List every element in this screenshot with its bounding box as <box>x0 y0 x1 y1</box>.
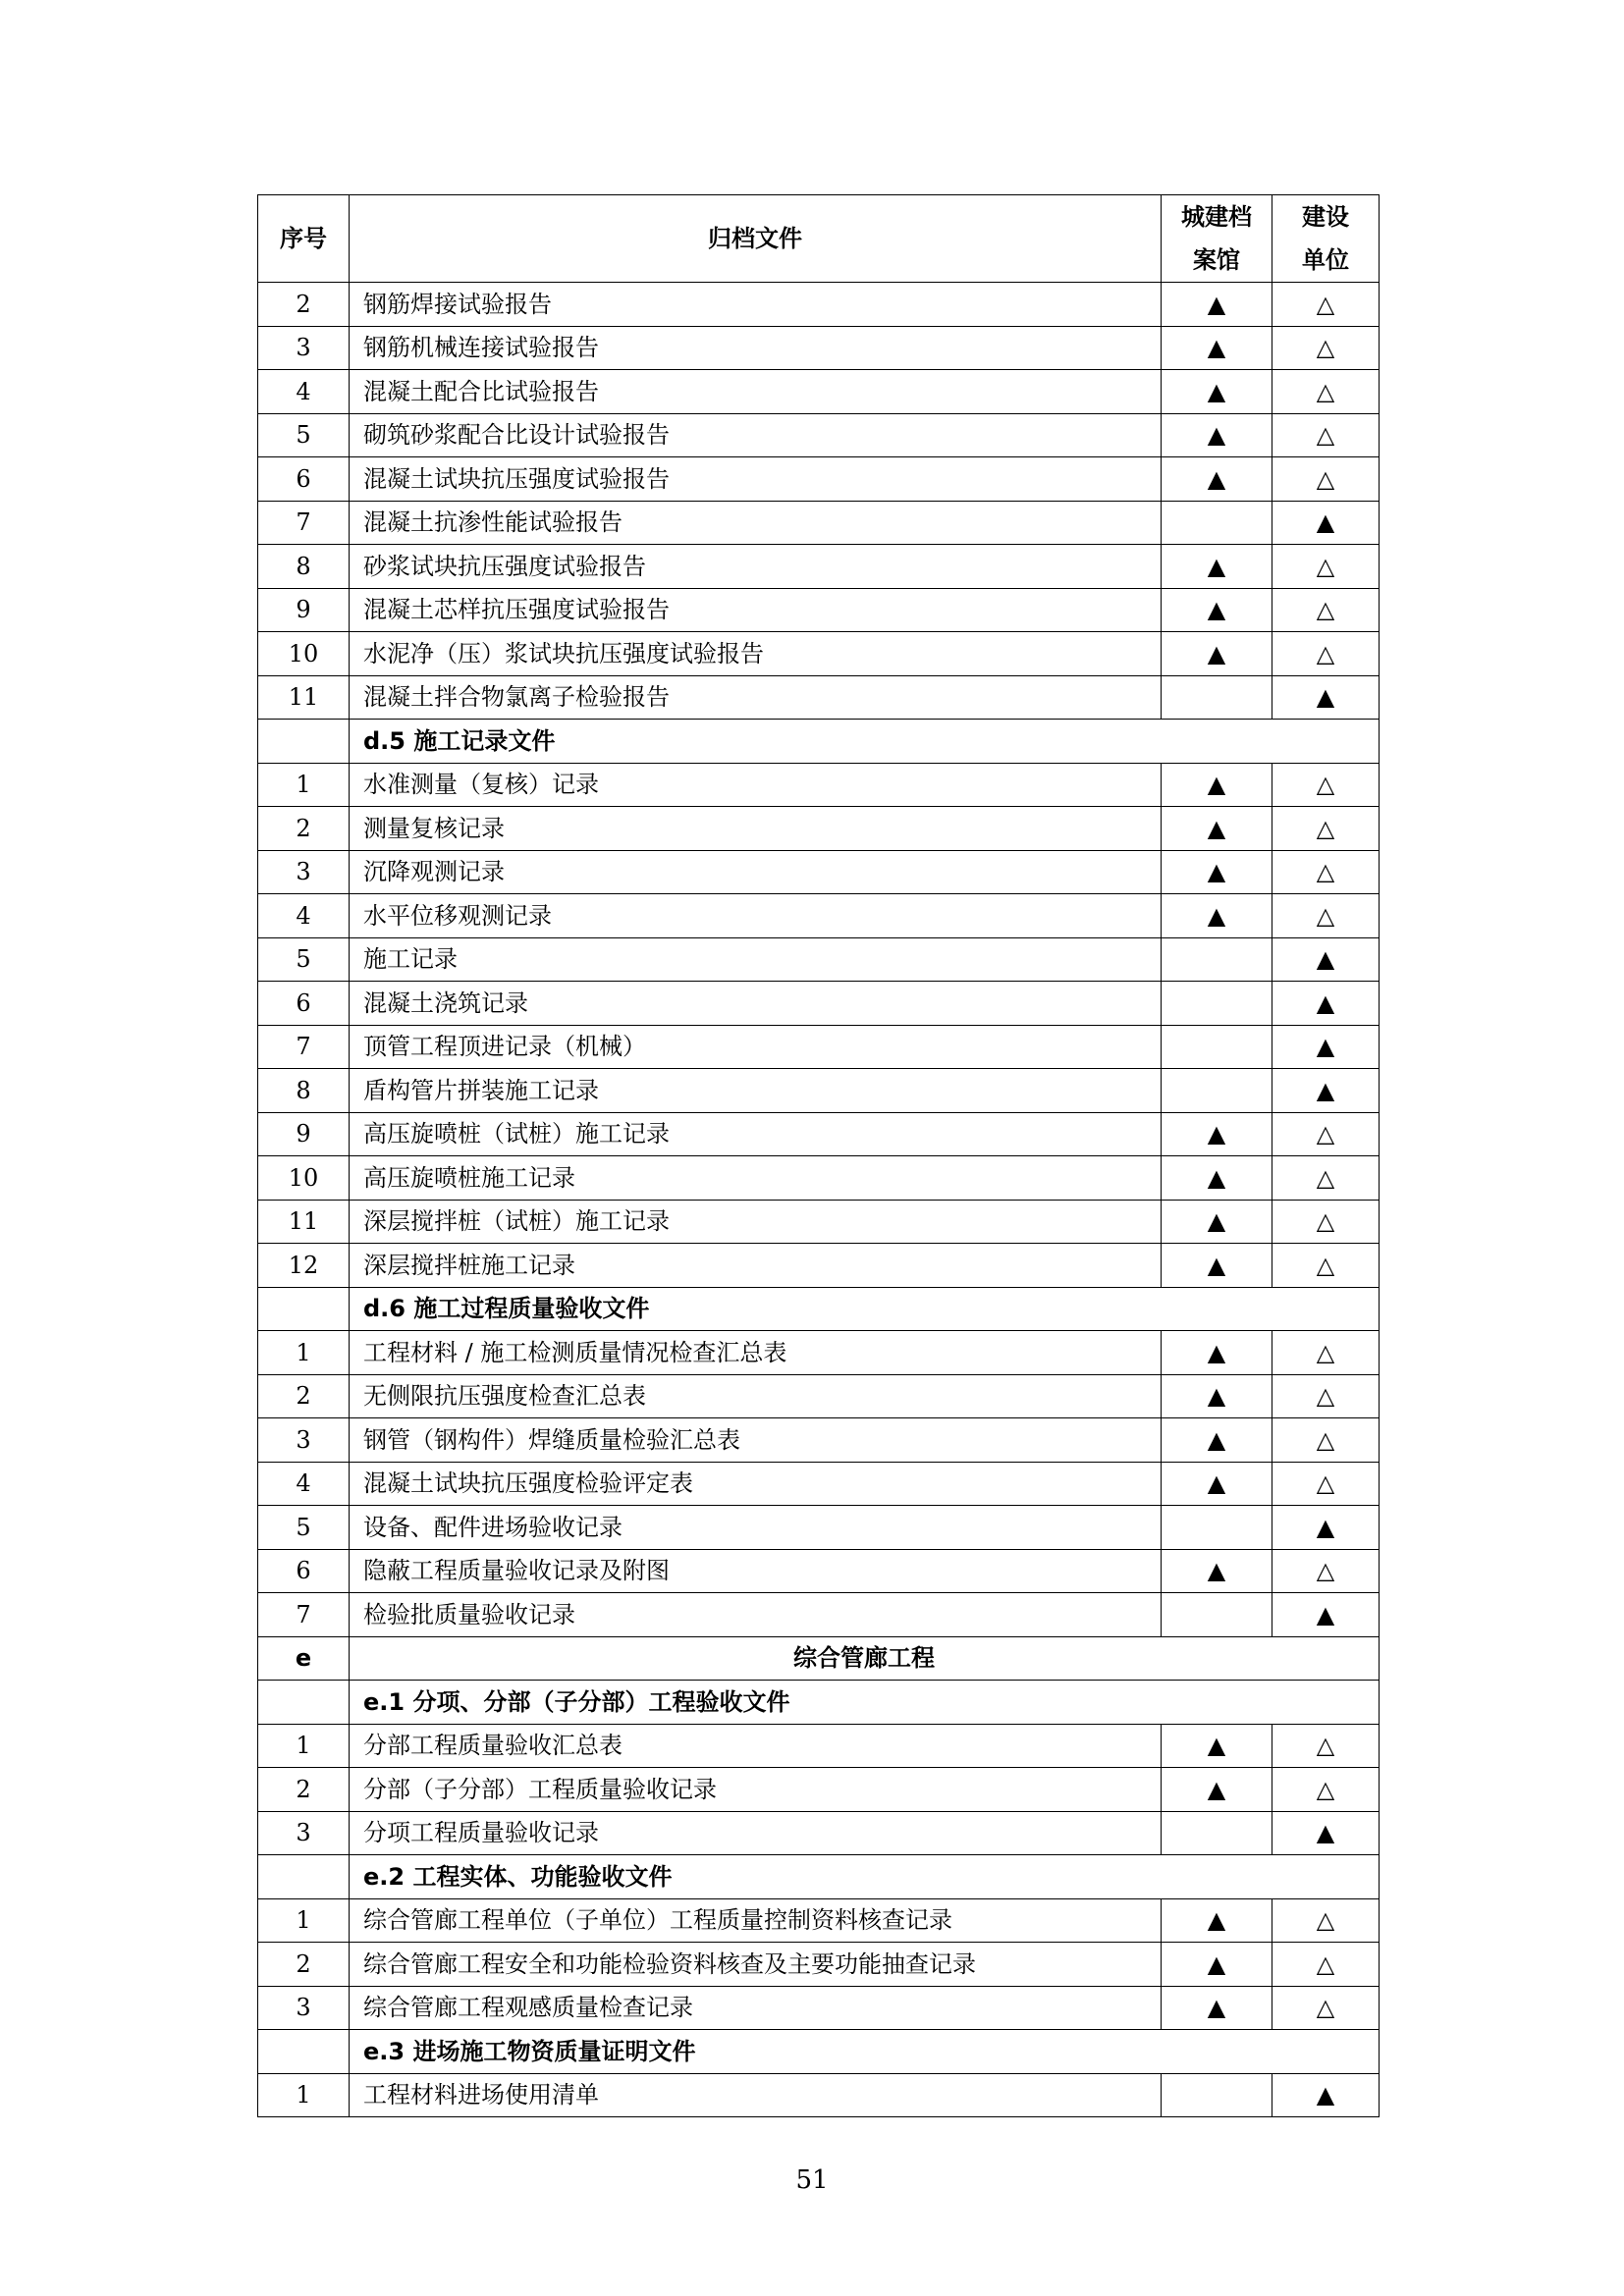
row-city-archive-mark: ▲ <box>1162 1898 1272 1943</box>
row-serial-number: 4 <box>258 370 350 414</box>
row-file-name: 混凝土浇筑记录 <box>350 982 1162 1026</box>
row-file-name: 水平位移观测记录 <box>350 894 1162 938</box>
section-serial-empty <box>258 1287 350 1331</box>
row-serial-number: 3 <box>258 1418 350 1463</box>
row-file-name: 混凝土芯样抗压强度试验报告 <box>350 588 1162 632</box>
row-serial-number: 3 <box>258 1986 350 2030</box>
table-row <box>258 1331 1380 1375</box>
row-city-archive-mark: ▲ <box>1162 1200 1272 1244</box>
row-city-archive-mark <box>1162 675 1272 720</box>
table-row <box>258 588 1380 632</box>
row-construction-unit-mark: ▲ <box>1272 1069 1380 1113</box>
row-file-name: 钢筋机械连接试验报告 <box>350 326 1162 370</box>
row-construction-unit-mark: ▲ <box>1272 1506 1380 1550</box>
header-serial-number: 序号 <box>258 195 350 283</box>
row-construction-unit-mark: △ <box>1272 850 1380 894</box>
table-row <box>258 1025 1380 1069</box>
row-construction-unit-mark: △ <box>1272 1768 1380 1812</box>
table-row <box>258 501 1380 545</box>
row-city-archive-mark <box>1162 937 1272 982</box>
table-row <box>258 326 1380 370</box>
header-archive-file: 归档文件 <box>350 195 1162 283</box>
header-city-archive-line1: 城建档 <box>1181 203 1252 231</box>
row-construction-unit-mark: △ <box>1272 1986 1380 2030</box>
row-file-name: 综合管廊工程安全和功能检验资料核查及主要功能抽查记录 <box>350 1943 1162 1987</box>
row-city-archive-mark: ▲ <box>1162 1112 1272 1156</box>
row-serial-number: 2 <box>258 1374 350 1418</box>
row-serial-number: 2 <box>258 1943 350 1987</box>
row-file-name: 钢筋焊接试验报告 <box>350 283 1162 327</box>
row-serial-number: 1 <box>258 1724 350 1768</box>
row-city-archive-mark <box>1162 1069 1272 1113</box>
row-serial-number: 12 <box>258 1244 350 1288</box>
table-header-row <box>258 195 1380 283</box>
section-row <box>258 1855 1380 1899</box>
section-title: d.5 施工记录文件 <box>350 720 1380 764</box>
row-construction-unit-mark: △ <box>1272 1898 1380 1943</box>
row-file-name: 混凝土试块抗压强度检验评定表 <box>350 1462 1162 1506</box>
row-city-archive-mark: ▲ <box>1162 1374 1272 1418</box>
row-city-archive-mark: ▲ <box>1162 1986 1272 2030</box>
row-serial-number: 6 <box>258 1549 350 1593</box>
row-city-archive-mark: ▲ <box>1162 1724 1272 1768</box>
row-file-name: 分项工程质量验收记录 <box>350 1811 1162 1855</box>
row-city-archive-mark <box>1162 982 1272 1026</box>
table-row <box>258 1462 1380 1506</box>
row-serial-number: 11 <box>258 1200 350 1244</box>
row-construction-unit-mark: △ <box>1272 632 1380 676</box>
section-serial-empty <box>258 2030 350 2074</box>
row-serial-number: 4 <box>258 894 350 938</box>
row-city-archive-mark: ▲ <box>1162 850 1272 894</box>
row-city-archive-mark: ▲ <box>1162 763 1272 807</box>
row-serial-number: 5 <box>258 1506 350 1550</box>
row-construction-unit-mark: ▲ <box>1272 1025 1380 1069</box>
row-file-name: 施工记录 <box>350 937 1162 982</box>
row-city-archive-mark: ▲ <box>1162 370 1272 414</box>
section-serial-empty <box>258 1681 350 1725</box>
row-file-name: 分部（子分部）工程质量验收记录 <box>350 1768 1162 1812</box>
row-serial-number: 1 <box>258 1898 350 1943</box>
row-construction-unit-mark: △ <box>1272 1244 1380 1288</box>
table-row <box>258 1244 1380 1288</box>
table-row <box>258 1200 1380 1244</box>
row-file-name: 测量复核记录 <box>350 807 1162 851</box>
major-category-code: e <box>258 1636 350 1681</box>
header-construction-unit <box>1272 195 1380 283</box>
section-row <box>258 720 1380 764</box>
row-file-name: 分部工程质量验收汇总表 <box>350 1724 1162 1768</box>
row-file-name: 无侧限抗压强度检查汇总表 <box>350 1374 1162 1418</box>
section-row <box>258 1681 1380 1725</box>
header-construction-unit-line1: 建设 <box>1302 203 1349 231</box>
row-serial-number: 1 <box>258 1331 350 1375</box>
row-construction-unit-mark: ▲ <box>1272 982 1380 1026</box>
row-serial-number: 5 <box>258 937 350 982</box>
row-city-archive-mark <box>1162 501 1272 545</box>
row-construction-unit-mark: △ <box>1272 545 1380 589</box>
row-serial-number: 3 <box>258 850 350 894</box>
row-city-archive-mark <box>1162 1811 1272 1855</box>
row-file-name: 水准测量（复核）记录 <box>350 763 1162 807</box>
table-row <box>258 1898 1380 1943</box>
row-serial-number: 7 <box>258 1025 350 1069</box>
row-city-archive-mark: ▲ <box>1162 1943 1272 1987</box>
row-file-name: 砂浆试块抗压强度试验报告 <box>350 545 1162 589</box>
header-city-archive-line2: 案馆 <box>1193 246 1240 274</box>
row-construction-unit-mark: ▲ <box>1272 2073 1380 2117</box>
row-file-name: 深层搅拌桩施工记录 <box>350 1244 1162 1288</box>
row-serial-number: 3 <box>258 326 350 370</box>
row-file-name: 深层搅拌桩（试桩）施工记录 <box>350 1200 1162 1244</box>
table-row <box>258 1112 1380 1156</box>
row-city-archive-mark <box>1162 2073 1272 2117</box>
row-file-name: 混凝土拌合物氯离子检验报告 <box>350 675 1162 720</box>
row-construction-unit-mark: △ <box>1272 283 1380 327</box>
row-file-name: 设备、配件进场验收记录 <box>350 1506 1162 1550</box>
row-file-name: 工程材料进场使用清单 <box>350 2073 1162 2117</box>
major-category-row <box>258 1636 1380 1681</box>
row-file-name: 综合管廊工程观感质量检查记录 <box>350 1986 1162 2030</box>
page-number: 51 <box>795 2165 829 2195</box>
row-serial-number: 9 <box>258 1112 350 1156</box>
row-file-name: 综合管廊工程单位（子单位）工程质量控制资料核查记录 <box>350 1898 1162 1943</box>
row-construction-unit-mark: ▲ <box>1272 675 1380 720</box>
row-serial-number: 10 <box>258 632 350 676</box>
row-serial-number: 5 <box>258 413 350 457</box>
row-construction-unit-mark: △ <box>1272 763 1380 807</box>
table-row <box>258 1943 1380 1987</box>
table-row <box>258 675 1380 720</box>
row-serial-number: 10 <box>258 1156 350 1201</box>
row-file-name: 混凝土试块抗压强度试验报告 <box>350 457 1162 502</box>
table-row <box>258 1374 1380 1418</box>
row-file-name: 水泥净（压）浆试块抗压强度试验报告 <box>350 632 1162 676</box>
row-construction-unit-mark: △ <box>1272 1112 1380 1156</box>
row-city-archive-mark: ▲ <box>1162 1549 1272 1593</box>
row-serial-number: 7 <box>258 501 350 545</box>
row-file-name: 检验批质量验收记录 <box>350 1593 1162 1637</box>
row-city-archive-mark: ▲ <box>1162 1768 1272 1812</box>
row-city-archive-mark: ▲ <box>1162 894 1272 938</box>
table-row <box>258 763 1380 807</box>
row-file-name: 高压旋喷桩（试桩）施工记录 <box>350 1112 1162 1156</box>
section-title: e.2 工程实体、功能验收文件 <box>350 1855 1380 1899</box>
table-row <box>258 370 1380 414</box>
row-city-archive-mark: ▲ <box>1162 632 1272 676</box>
row-construction-unit-mark: △ <box>1272 457 1380 502</box>
row-serial-number: 2 <box>258 807 350 851</box>
row-serial-number: 2 <box>258 1768 350 1812</box>
row-city-archive-mark: ▲ <box>1162 807 1272 851</box>
header-city-archive <box>1162 195 1272 283</box>
table-row <box>258 1156 1380 1201</box>
table-row <box>258 982 1380 1026</box>
table-row <box>258 1549 1380 1593</box>
row-serial-number: 8 <box>258 545 350 589</box>
table-row <box>258 545 1380 589</box>
table-row <box>258 1506 1380 1550</box>
row-file-name: 沉降观测记录 <box>350 850 1162 894</box>
section-title: e.3 进场施工物资质量证明文件 <box>350 2030 1380 2074</box>
row-file-name: 混凝土抗渗性能试验报告 <box>350 501 1162 545</box>
section-title: e.1 分项、分部（子分部）工程验收文件 <box>350 1681 1380 1725</box>
row-construction-unit-mark: △ <box>1272 1549 1380 1593</box>
row-serial-number: 11 <box>258 675 350 720</box>
table-row <box>258 413 1380 457</box>
row-construction-unit-mark: △ <box>1272 588 1380 632</box>
row-city-archive-mark: ▲ <box>1162 326 1272 370</box>
row-construction-unit-mark: △ <box>1272 807 1380 851</box>
row-construction-unit-mark: △ <box>1272 1462 1380 1506</box>
table-row <box>258 1811 1380 1855</box>
table-row <box>258 937 1380 982</box>
section-serial-empty <box>258 720 350 764</box>
section-title: d.6 施工过程质量验收文件 <box>350 1287 1380 1331</box>
row-serial-number: 1 <box>258 763 350 807</box>
row-construction-unit-mark: △ <box>1272 326 1380 370</box>
table-row <box>258 807 1380 851</box>
row-construction-unit-mark: △ <box>1272 1943 1380 1987</box>
table-row <box>258 1418 1380 1463</box>
table-row <box>258 1724 1380 1768</box>
row-serial-number: 4 <box>258 1462 350 1506</box>
row-city-archive-mark <box>1162 1593 1272 1637</box>
table-row <box>258 632 1380 676</box>
row-construction-unit-mark: △ <box>1272 1331 1380 1375</box>
row-file-name: 隐蔽工程质量验收记录及附图 <box>350 1549 1162 1593</box>
row-construction-unit-mark: △ <box>1272 1724 1380 1768</box>
row-file-name: 钢管（钢构件）焊缝质量检验汇总表 <box>350 1418 1162 1463</box>
row-serial-number: 9 <box>258 588 350 632</box>
table-row <box>258 1593 1380 1637</box>
table-row <box>258 850 1380 894</box>
row-city-archive-mark: ▲ <box>1162 588 1272 632</box>
row-serial-number: 2 <box>258 283 350 327</box>
row-city-archive-mark: ▲ <box>1162 283 1272 327</box>
row-serial-number: 8 <box>258 1069 350 1113</box>
row-file-name: 顶管工程顶进记录（机械） <box>350 1025 1162 1069</box>
section-row <box>258 1287 1380 1331</box>
row-construction-unit-mark: ▲ <box>1272 1593 1380 1637</box>
table-row <box>258 2073 1380 2117</box>
table-row <box>258 894 1380 938</box>
row-city-archive-mark: ▲ <box>1162 457 1272 502</box>
row-serial-number: 3 <box>258 1811 350 1855</box>
row-city-archive-mark: ▲ <box>1162 1462 1272 1506</box>
row-city-archive-mark: ▲ <box>1162 545 1272 589</box>
table-body <box>258 283 1380 2117</box>
table-row <box>258 1986 1380 2030</box>
row-construction-unit-mark: ▲ <box>1272 501 1380 545</box>
table-row <box>258 457 1380 502</box>
row-file-name: 砌筑砂浆配合比设计试验报告 <box>350 413 1162 457</box>
row-construction-unit-mark: △ <box>1272 894 1380 938</box>
row-construction-unit-mark: △ <box>1272 1418 1380 1463</box>
section-serial-empty <box>258 1855 350 1899</box>
row-construction-unit-mark: △ <box>1272 1156 1380 1201</box>
table-row <box>258 1069 1380 1113</box>
row-construction-unit-mark: ▲ <box>1272 937 1380 982</box>
major-category-title: 综合管廊工程 <box>350 1636 1380 1681</box>
row-construction-unit-mark: △ <box>1272 1200 1380 1244</box>
section-row <box>258 2030 1380 2074</box>
row-city-archive-mark: ▲ <box>1162 1244 1272 1288</box>
row-city-archive-mark: ▲ <box>1162 1331 1272 1375</box>
row-construction-unit-mark: △ <box>1272 1374 1380 1418</box>
row-file-name: 高压旋喷桩施工记录 <box>350 1156 1162 1201</box>
row-serial-number: 6 <box>258 982 350 1026</box>
row-serial-number: 6 <box>258 457 350 502</box>
header-construction-unit-line2: 单位 <box>1302 246 1349 274</box>
row-serial-number: 7 <box>258 1593 350 1637</box>
table-row <box>258 283 1380 327</box>
row-city-archive-mark <box>1162 1025 1272 1069</box>
archive-file-table <box>257 194 1380 2117</box>
table-row <box>258 1768 1380 1812</box>
row-city-archive-mark <box>1162 1506 1272 1550</box>
row-construction-unit-mark: △ <box>1272 370 1380 414</box>
row-construction-unit-mark: ▲ <box>1272 1811 1380 1855</box>
row-city-archive-mark: ▲ <box>1162 1156 1272 1201</box>
row-city-archive-mark: ▲ <box>1162 413 1272 457</box>
row-serial-number: 1 <box>258 2073 350 2117</box>
row-construction-unit-mark: △ <box>1272 413 1380 457</box>
row-file-name: 工程材料 / 施工检测质量情况检查汇总表 <box>350 1331 1162 1375</box>
row-file-name: 盾构管片拼装施工记录 <box>350 1069 1162 1113</box>
row-city-archive-mark: ▲ <box>1162 1418 1272 1463</box>
row-file-name: 混凝土配合比试验报告 <box>350 370 1162 414</box>
